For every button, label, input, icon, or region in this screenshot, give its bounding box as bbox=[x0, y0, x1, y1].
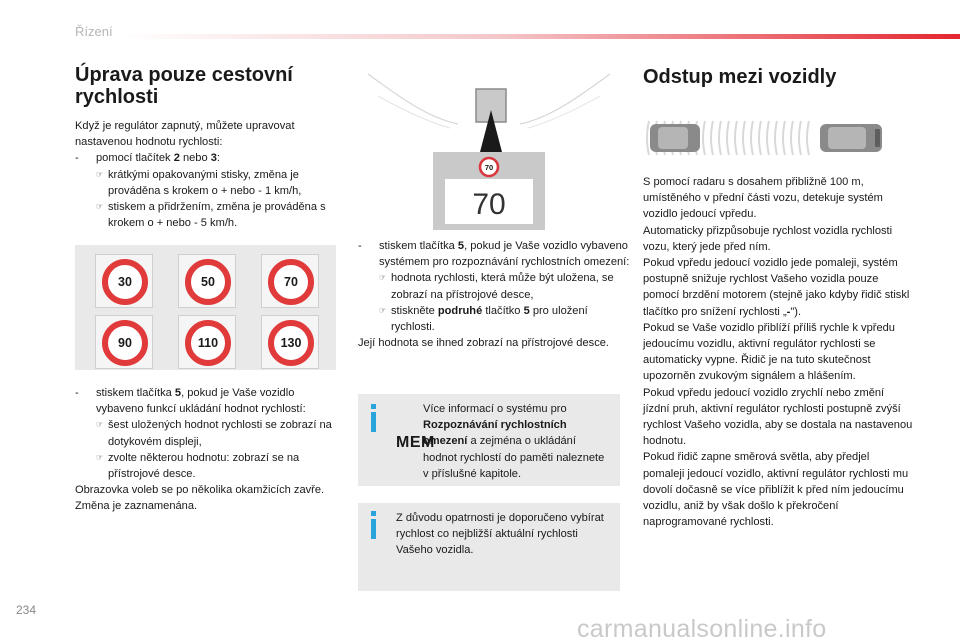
speed-sign-tile bbox=[95, 315, 153, 369]
info-text-2: Z důvodu opatrnosti je doporučeno vybírat rychlost co nejbližší aktuální rychlosti Vašeho vozidla. bbox=[396, 512, 604, 557]
middle-subitem-1: ☞ hodnota rychlosti, která může být uložena, se zobrazí na přístrojové desce, bbox=[379, 272, 614, 301]
left-heading: Úprava pouze cestovní rychlosti bbox=[75, 64, 293, 108]
radar-distance-illustration bbox=[643, 112, 913, 164]
arrow-icon: ☞ bbox=[96, 169, 104, 179]
speed-sign-tile bbox=[261, 254, 319, 308]
right-heading: Odstup mezi vozidly bbox=[643, 66, 837, 88]
left-outro-2: Změna je zaznamenána. bbox=[75, 500, 198, 513]
middle-outro: Její hodnota se ihned zobrazí na přístrojové desce. bbox=[358, 337, 609, 350]
left-text-block-2 bbox=[75, 385, 340, 515]
page-number: 234 bbox=[16, 603, 37, 617]
speed-limit-sign: 130 bbox=[268, 320, 314, 366]
info-box-mem bbox=[358, 394, 620, 486]
arrow-icon: ☞ bbox=[96, 420, 104, 430]
right-paragraph-4: Pokud se Vaše vozidlo přiblíží příliš rychle k vpředu jedoucímu vozidlu, aktivní regulátor rychlosti se automaticky vypne. Řidič je na tuto skutečnost upozorněn zvukovým signálem a hlášením. bbox=[643, 321, 895, 383]
arrow-icon: ☞ bbox=[379, 273, 387, 283]
speed-sign-tile bbox=[178, 315, 236, 369]
arrow-icon: ☞ bbox=[379, 305, 387, 315]
display-speed-value: 70 bbox=[472, 188, 506, 221]
speed-limit-sign: 70 bbox=[268, 259, 314, 305]
info-icon bbox=[371, 404, 376, 409]
section-title: Řízení bbox=[75, 24, 113, 39]
right-paragraph-1: S pomocí radaru s dosahem přibližně 100 m, umístěného v přední části vozu, detekuje systém vozidlo jedoucí vpředu. bbox=[643, 176, 883, 221]
watermark: carmanualsonline.info bbox=[577, 615, 827, 640]
left-subitem-1: ☞ krátkými opakovanými stisky, změna je prováděna s krokem o + nebo - 1 km/h, bbox=[96, 168, 302, 197]
arrow-icon: ☞ bbox=[96, 202, 104, 212]
speed-limit-sign: 50 bbox=[185, 259, 231, 305]
left-outro-1: Obrazovka voleb se po několika okamžicích zavře. bbox=[75, 484, 325, 497]
left-subitem-4: ☞ zvolte některou hodnotu: zobrazí se na přístrojové desce. bbox=[96, 451, 300, 481]
right-text-block bbox=[643, 174, 913, 530]
speed-limit-sign: 30 bbox=[102, 259, 148, 305]
info-text-1: Více informací o systému pro Rozpoznávání rychlostních omezení a zejména o ukládání hodnot rychlostí do paměti naleznete v příslušné kapitole. bbox=[423, 403, 605, 480]
instrument-panel-illustration bbox=[358, 66, 620, 232]
info-icon-bar bbox=[371, 412, 376, 432]
speed-sign-tile bbox=[95, 254, 153, 308]
speed-signs-panel bbox=[75, 245, 336, 370]
small-speed-sign-value: 70 bbox=[484, 163, 494, 172]
info-icon bbox=[371, 511, 376, 516]
info-box-caution bbox=[358, 503, 620, 591]
speed-limit-sign: 110 bbox=[185, 320, 231, 366]
arrow-icon: ☞ bbox=[96, 452, 104, 462]
speed-sign-tile bbox=[178, 254, 236, 308]
right-paragraph-2: Automaticky přizpůsobuje rychlost vozidla rychlosti vozu, který jede před ním. bbox=[643, 224, 893, 253]
middle-subitem-2: ☞ stiskněte podruhé tlačítko 5 pro uložení rychlosti. bbox=[379, 304, 588, 334]
middle-item: - stiskem tlačítka 5, pokud je Vaše vozidlo vybaveno systémem pro rozpoznávání rychlostních omezení: bbox=[358, 240, 630, 269]
left-subitem-2: ☞ stiskem a přidržením, změna je prováděna s krokem o + nebo - 5 km/h. bbox=[96, 201, 326, 230]
info-icon-bar bbox=[371, 519, 376, 539]
right-paragraph-5: Pokud vpředu jedoucí vozidlo zrychlí nebo změní jízdní pruh, aktivní regulátor rychlosti postupně zvýší rychlost Vašeho vozidla, aby se dostala na nastavenou hodnotu. bbox=[643, 386, 913, 448]
left-subitem-3: ☞ šest uložených hodnot rychlosti se zobrazí na dotykovém displeji, bbox=[96, 419, 332, 448]
left-intro: Když je regulátor zapnutý, můžete upravovat nastavenou hodnotu rychlosti: bbox=[75, 120, 295, 149]
left-item-2: - stiskem tlačítka 5, pokud je Vaše vozidlo vybaveno funkcí ukládání hodnot rychlostí: bbox=[75, 387, 306, 416]
mem-icon: MEM bbox=[396, 434, 435, 451]
speed-sign-tile bbox=[261, 315, 319, 369]
right-paragraph-6: Pokud řidič zapne směrová světla, aby předjel pomaleji jedoucí vozidlo, aktivní regulátor rychlosti mu dovolí dočasně se více přiblížit k před ním jedoucímu vozidlu, aniž by však došlo k překročení naprogramované rychlosti. bbox=[643, 451, 909, 529]
left-text-block-1 bbox=[75, 118, 340, 231]
right-paragraph-3: Pokud vpředu jedoucí vozidlo jede pomaleji, systém postupně snižuje rychlost Vašeho vozidla pouze pomocí brzdění motorem (stejně jako kdyby řidič stiskl tlačítko pro snížení rychlosti „-"). bbox=[643, 257, 910, 318]
header-accent-bar bbox=[120, 34, 960, 39]
speed-limit-sign: 90 bbox=[102, 320, 148, 366]
middle-text-block bbox=[358, 238, 633, 351]
left-item-1: - pomocí tlačítek 2 nebo 3: bbox=[75, 152, 220, 165]
